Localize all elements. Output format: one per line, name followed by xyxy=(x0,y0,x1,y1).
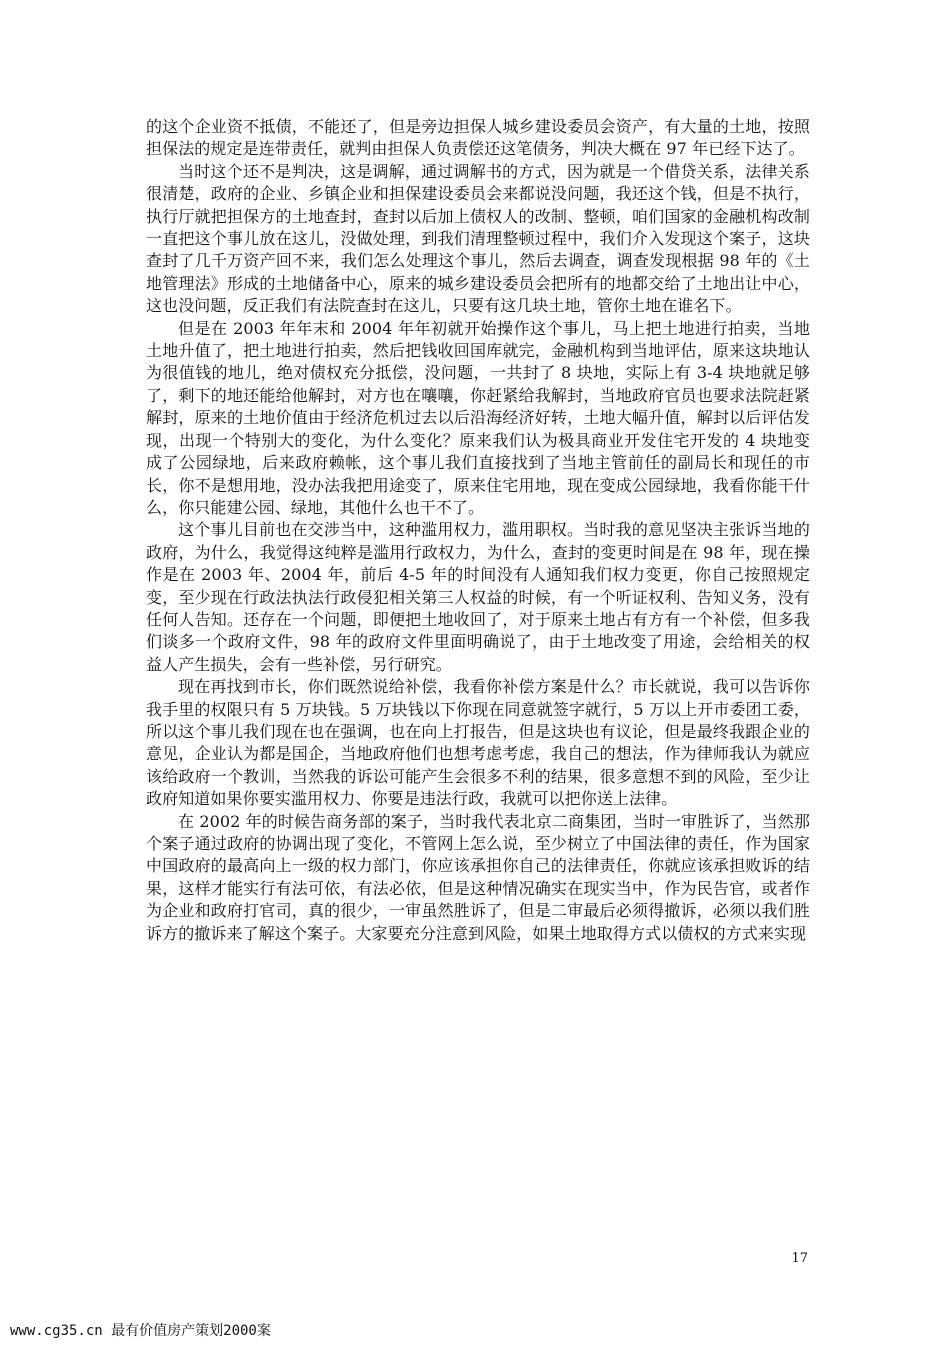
document-body xyxy=(146,116,810,945)
paragraph: 的这个企业资不抵债，不能还了，但是旁边担保人城乡建设委员会资产，有大量的土地，按照担保法的规定是连带责任，就判由担保人负责偿还这笔债务，判决大概在 97 年已经下达了。 xyxy=(146,117,810,159)
paragraph: 这个事儿目前也在交涉当中，这种滥用权力，滥用职权。当时我的意见坚决主张诉当地的政府，为什么，我觉得这纯粹是滥用行政权力，为什么，查封的变更时间是在 98 年，现在操作是在 2003 年、2004 年，前后 4-5 年的时间没有人通知我们权力变更，你自己按照规定变，至少现在行政法执法行政侵犯相关第三人权益的时候，有一个听证权利、告知义务，没有任何人告知。还存在一个问题，即便把土地收回了，对于原来土地占有方有一个补偿，但多我们谈多一个政府文件，98 年的政府文件里面明确说了，由于土地改变了用途，会给相关的权益人产生损失，会有一些补偿，另行研究。 xyxy=(146,520,810,674)
footer-watermark: www.cg35.cn 最有价值房产策划2000案 xyxy=(10,1323,271,1339)
page-number: 17 xyxy=(791,1251,808,1266)
paragraph: 当时这个还不是判决，这是调解，通过调解书的方式，因为就是一个借贷关系，法律关系很清楚，政府的企业、乡镇企业和担保建设委员会来都说没问题，我还这个钱，但是不执行，执行厅就把担保方的土地查封，查封以后加上债权人的改制、整顿，咱们国家的金融机构改制一直把这个事儿放在这儿，没做处理，到我们清理整顿过程中，我们介入发现这个案子，这块查封了几千万资产回不来，我们怎么处理这个事儿，然后去调查，调查发现根据 98 年的《土地管理法》形成的土地储备中心，原来的城乡建设委员会把所有的地都交给了土地出让中心，这也没问题，反正我们有法院查封在这儿，只要有这几块土地，管你土地在谁名下。 xyxy=(146,161,810,316)
paragraph: 现在再找到市长，你们既然说给补偿，我看你补偿方案是什么？市长就说，我可以告诉你我手里的权限只有 5 万块钱。5 万块钱以下你现在同意就签字就行，5 万以上开市委团工委，所以这个事儿我们现在也在强调，也在向上打报告，但是这块也有议论，但是最终我跟企业的意见，企业认为都是国企，当地政府他们也想考虑考虑，我自己的想法，作为律师我认为就应该给政府一个教训，当然我的诉讼可能产生会很多不利的结果，很多意想不到的风险，至少让政府知道如果你要实滥用权力、你要是违法行政，我就可以把你送上法律。 xyxy=(146,677,810,809)
paragraph: 在 2002 年的时候告商务部的案子，当时我代表北京二商集团，当时一审胜诉了，当然那个案子通过政府的协调出现了变化，不管网上怎么说，至少树立了中国法律的责任，作为国家中国政府的最高向上一级的权力部门，你应该承担你自己的法律责任，你就应该承担败诉的结果，这样才能实行有法可依，有法必依，但是这种情况确实在现实当中，作为民告官，或者作为企业和政府打官司，真的很少，一审虽然胜诉了，但是二审最后必须得撤诉，必须以我们胜诉方的撤诉来了解这个案子。大家要充分注意到风险，如果土地取得方式以债权的方式来实现 xyxy=(146,811,810,943)
paragraph: 但是在 2003 年年末和 2004 年年初就开始操作这个事儿，马上把土地进行拍卖，当地土地升值了，把土地进行拍卖，然后把钱收回国库就完，金融机构到当地评估，原来这块地认为很值钱的地儿，绝对债权充分抵偿，没问题，一共封了 8 块地，实际上有 3-4 块地就足够了，剩下的地还能给他解封，对方也在嚷嚷，你赶紧给我解封，当地政府官员也要求法院赶紧解封，原来的土地价值由于经济危机过去以后沿海经济好转，土地大幅升值，解封以后评估发现，出现一个特别大的变化，为什么变化？原来我们认为极具商业开发住宅开发的 4 块地变成了公园绿地，后来政府赖帐，这个事儿我们直接找到了当地主管前任的副局长和现任的市长，你不是想用地，没办法我把用途变了，原来住宅用地，现在变成公园绿地，我看你能干什么，你只能建公园、绿地，其他什么也干不了。 xyxy=(146,318,810,517)
